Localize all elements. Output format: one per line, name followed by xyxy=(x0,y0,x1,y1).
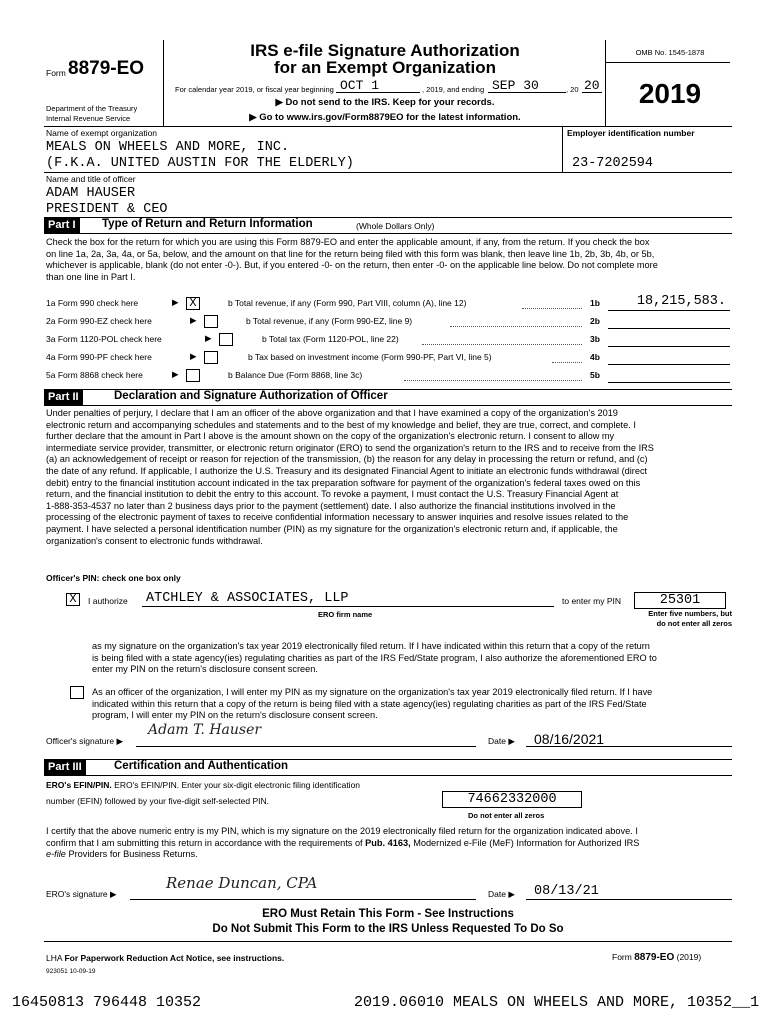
footer-form-number: 8879-EO xyxy=(634,952,675,963)
to-enter-pin-text: to enter my PIN xyxy=(562,596,622,606)
officer-pin-field[interactable]: 25301 xyxy=(634,592,726,609)
officer-date-label: Date ▶ xyxy=(488,736,515,746)
arrow-icon: ▶ xyxy=(172,369,179,379)
line-5a-checkbox[interactable] xyxy=(186,369,200,382)
officer-signature-label: Officer's signature ▶ xyxy=(46,736,123,746)
retain-notice-line2: Do Not Submit This Form to the IRS Unless Requested To Do So xyxy=(212,923,564,935)
calendar-prefix: For calendar year 2019, or fiscal year beginning xyxy=(175,85,334,94)
officer-label: Name and title of officer xyxy=(46,174,136,184)
officer-name: ADAM HAUSER xyxy=(46,186,136,201)
footer-code: 923051 10-09-19 xyxy=(46,968,96,975)
consent-line: is being filed with a state agency(ies) regulating charities as part of the IRS Fed/State program, I also authorize the aforementioned ERO to xyxy=(92,652,657,663)
begin-date: OCT 1 xyxy=(340,78,380,93)
part2-title: Declaration and Signature Authorization of Officer xyxy=(114,390,388,402)
declaration-line: electronic return and accompanying schedules and statements and to the best of my knowledge and belief, they are true, correct, and complete. I xyxy=(46,419,636,430)
efile-italic: e-file xyxy=(46,849,66,860)
footer-form-word: Form xyxy=(612,952,632,962)
ero-firm-name[interactable]: ATCHLEY & ASSOCIATES, LLP xyxy=(146,591,349,606)
line-1b-label: b Total revenue, if any (Form 990, Part VIII, column (A), line 12) xyxy=(228,298,467,308)
ero-signature-label: ERO's signature ▶ xyxy=(46,889,117,899)
calendar-mid: , 2019, and ending xyxy=(422,85,485,94)
part2-declaration xyxy=(46,408,736,547)
cert-pub-ref: Pub. 4163, xyxy=(365,837,411,848)
declaration-line: the date of any refund. If applicable, I authorize the U.S. Treasury and its designated Financial Agent to initiate an electronic funds withdrawal (direct xyxy=(46,465,648,476)
line-1b-amount[interactable]: 18,215,583. xyxy=(636,294,726,309)
part1-title: Type of Return and Return Information xyxy=(102,218,313,230)
line-4a-label: 4a Form 990-PF check here xyxy=(46,352,152,362)
batch-id-left: 16450813 796448 10352 xyxy=(12,994,202,1011)
line-1a-checkbox[interactable]: X xyxy=(186,297,200,310)
line-5b-ref: 5b xyxy=(590,370,600,380)
declaration-line: payment. I have selected a personal identification number (PIN) as my signature for the organization's electronic return and, if applicable, the xyxy=(46,523,618,534)
cert-line3-text: Providers for Business Returns. xyxy=(65,849,198,860)
ero-date[interactable]: 08/13/21 xyxy=(534,884,599,899)
calendar-suffix: , 20 xyxy=(566,85,579,94)
retain-notice-line1: ERO Must Retain This Form - See Instructions xyxy=(262,908,514,920)
efin-line1-text: ERO's EFIN/PIN. Enter your six-digit electronic filing identification xyxy=(114,780,361,790)
declaration-line: return, and the financial institution to debit the entry to this account. To revoke a payment, I must contact the U.S. Treasury Financial Agent at xyxy=(46,489,619,500)
line-3b-label: b Total tax (Form 1120-POL, line 22) xyxy=(262,334,399,344)
instruction-link[interactable]: ▶ Go to www.irs.gov/Form8879EO for the latest information. xyxy=(249,112,521,123)
ero-signature: Renae Duncan, CPA xyxy=(166,874,318,892)
line-5a-label: 5a Form 8868 check here xyxy=(46,370,143,380)
part1-intro-line1: Check the box for the return for which you are using this Form 8879-EO and enter the applicable amount, if any, from the return. If you check the box xyxy=(46,237,650,247)
part2-label: Part II xyxy=(44,390,83,405)
footer-notice xyxy=(46,953,284,963)
line-3a-label: 3a Form 1120-POL check here xyxy=(46,334,162,344)
line-4a-checkbox[interactable] xyxy=(204,351,218,364)
officer-enter-pin-checkbox[interactable] xyxy=(70,686,84,699)
dept-line2: Internal Revenue Service xyxy=(46,114,131,123)
consent-text xyxy=(92,641,732,676)
footer-form-year: (2019) xyxy=(676,952,702,962)
arrow-icon: ▶ xyxy=(172,297,179,307)
ein-label: Employer identification number xyxy=(567,128,695,138)
tax-year: 2019 xyxy=(638,78,702,109)
efin-note: Do not enter all zeros xyxy=(468,811,545,820)
option2-line: As an officer of the organization, I will enter my PIN as my signature on the organization's tax year 2019 electronically filed return. If I have xyxy=(92,687,653,697)
option2-line: program, I will enter my PIN on the return's disclosure consent screen. xyxy=(92,710,378,721)
officer-date[interactable]: 08/16/2021 xyxy=(534,731,605,747)
certification-text xyxy=(46,826,736,861)
org-name-line1: MEALS ON WHEELS AND MORE, INC. xyxy=(46,140,290,155)
authorize-text: I authorize xyxy=(88,596,128,606)
line-1a-label: 1a Form 990 check here xyxy=(46,298,139,308)
pin-note-line2: do not enter all zeros xyxy=(656,619,732,628)
line-1b-ref: 1b xyxy=(590,298,600,308)
org-name-label: Name of exempt organization xyxy=(46,128,158,138)
line-2a-label: 2a Form 990-EZ check here xyxy=(46,316,152,326)
declaration-line: intermediate service provider, transmitter, or electronic return originator (ERO) to send the organization's return to the IRS and to receive from the IRS xyxy=(46,442,654,453)
cert-line2-text: confirm that I am submitting this return in accordance with the requirements of xyxy=(46,837,363,848)
ero-date-label: Date ▶ xyxy=(488,889,515,899)
efin-instruction-line1: ERO's EFIN/PIN. ERO's EFIN/PIN. Enter your six-digit electronic filing identification xyxy=(46,780,361,790)
efin-pin-field[interactable]: 74662332000 xyxy=(442,791,582,808)
part1-intro-line4: than one line in Part I. xyxy=(46,271,136,282)
pin-heading: Officer's PIN: check one box only xyxy=(46,573,181,583)
part1-intro-line3: whichever is applicable, blank (do not enter -0-). But, if you entered -0- on the return, then enter -0- on the applicable line below. Do not complete more xyxy=(46,260,658,271)
omb-number: OMB No. 1545-1878 xyxy=(635,48,705,57)
form-number: 8879-EO xyxy=(68,58,145,79)
end-date: SEP 30 xyxy=(492,78,539,93)
batch-id-right: 2019.06010 MEALS ON WHEELS AND MORE, 10352__1 xyxy=(354,994,760,1011)
arrow-icon: ▶ xyxy=(205,333,212,343)
part1-intro xyxy=(46,237,736,283)
dept-line1: Department of the Treasury xyxy=(46,104,138,113)
line-4b-label: b Tax based on investment income (Form 990-PF, Part VI, line 5) xyxy=(248,352,492,362)
efin-instruction-line2: number (EFIN) followed by your five-digit self-selected PIN. xyxy=(46,796,269,806)
org-name-line2: (F.K.A. UNITED AUSTIN FOR THE ELDERLY) xyxy=(46,156,354,171)
footer-form-ref xyxy=(612,952,701,963)
part3-title: Certification and Authentication xyxy=(114,760,288,772)
certification-line xyxy=(46,849,736,861)
declaration-line: organization's consent to electronic funds withdrawal. xyxy=(46,535,263,546)
certification-line xyxy=(46,838,736,850)
cert-line2-text-b: Modernized e-File (MeF) Information for Authorized IRS xyxy=(413,837,640,848)
certification-line: I certify that the above numeric entry is my PIN, which is my signature on the 2019 electronically filed return for the organization indicated above. I xyxy=(46,826,638,836)
part1-title-note: (Whole Dollars Only) xyxy=(356,221,435,231)
line-3a-checkbox[interactable] xyxy=(219,333,233,346)
part3-label: Part III xyxy=(44,760,86,775)
line-5b-label: b Balance Due (Form 8868, line 3c) xyxy=(228,370,363,380)
declaration-line: processing of the electronic payment of taxes to receive confidential information necessary to answer inquiries and resolve issues related to the xyxy=(46,512,629,523)
paperwork-notice: For Paperwork Reduction Act Notice, see instructions. xyxy=(64,953,285,963)
arrow-icon: ▶ xyxy=(190,315,197,325)
lha-label: LHA xyxy=(46,953,63,963)
form-title-line2: for an Exempt Organization xyxy=(274,58,496,77)
line-3b-ref: 3b xyxy=(590,334,600,344)
line-2a-checkbox[interactable] xyxy=(204,315,218,328)
officer-signature: Adam T. Hauser xyxy=(148,722,262,738)
ein-value: 23-7202594 xyxy=(572,156,654,171)
arrow-icon: ▶ xyxy=(190,351,197,361)
declaration-line: Under penalties of perjury, I declare that I am an officer of the above organization and that I have examined a copy of the organization's 2019 xyxy=(46,408,618,418)
ero-firm-label: ERO firm name xyxy=(318,610,373,619)
line-4b-ref: 4b xyxy=(590,352,600,362)
instruction-keep: ▶ Do not send to the IRS. Keep for your records. xyxy=(275,97,495,108)
option2-text xyxy=(92,687,732,722)
consent-line: enter my PIN on the return's disclosure consent screen. xyxy=(92,664,318,675)
part1-intro-line2: on line 1a, 2a, 3a, 4a, or 5a, below, and the amount on that line for the return being filed with this form was blank, then leave line 1b, 2b, 3b, 4b, or 5b, xyxy=(46,248,655,259)
part1-label: Part I xyxy=(44,218,80,233)
declaration-line: 1-888-353-4537 no later than 2 business days prior to the payment (settlement) date. I also authorize the financial institutions involved in the xyxy=(46,500,616,511)
declaration-line: (a) an acknowledgement of receipt or reason for rejection of the transmission, (b) the reason for any delay in processing the return or refund, and (c) xyxy=(46,454,648,465)
authorize-ero-checkbox[interactable]: X xyxy=(66,593,80,606)
pin-note-line1: Enter five numbers, but xyxy=(648,609,732,618)
form-word: Form xyxy=(46,68,66,78)
officer-title: PRESIDENT & CEO xyxy=(46,202,168,217)
line-2b-label: b Total revenue, if any (Form 990-EZ, line 9) xyxy=(246,316,413,326)
declaration-line: debit) entry to the financial institution account indicated in the tax preparation software for payment of the organization's federal taxes owed on this xyxy=(46,477,641,488)
form-title-line1: IRS e-file Signature Authorization xyxy=(250,41,520,60)
end-year: 20 xyxy=(584,78,600,93)
option2-line: indicated within this return that a copy of the return is being filed with a state agency(ies) regulating charities as part of the IRS Fed/State xyxy=(92,698,647,709)
consent-line: as my signature on the organization's tax year 2019 electronically filed return. If I have indicated within this return that a copy of the return xyxy=(92,641,650,651)
line-2b-ref: 2b xyxy=(590,316,600,326)
declaration-line: further declare that the amount in Part I above is the amount shown on the copy of the organization's electronic return. I consent to allow my xyxy=(46,431,615,442)
